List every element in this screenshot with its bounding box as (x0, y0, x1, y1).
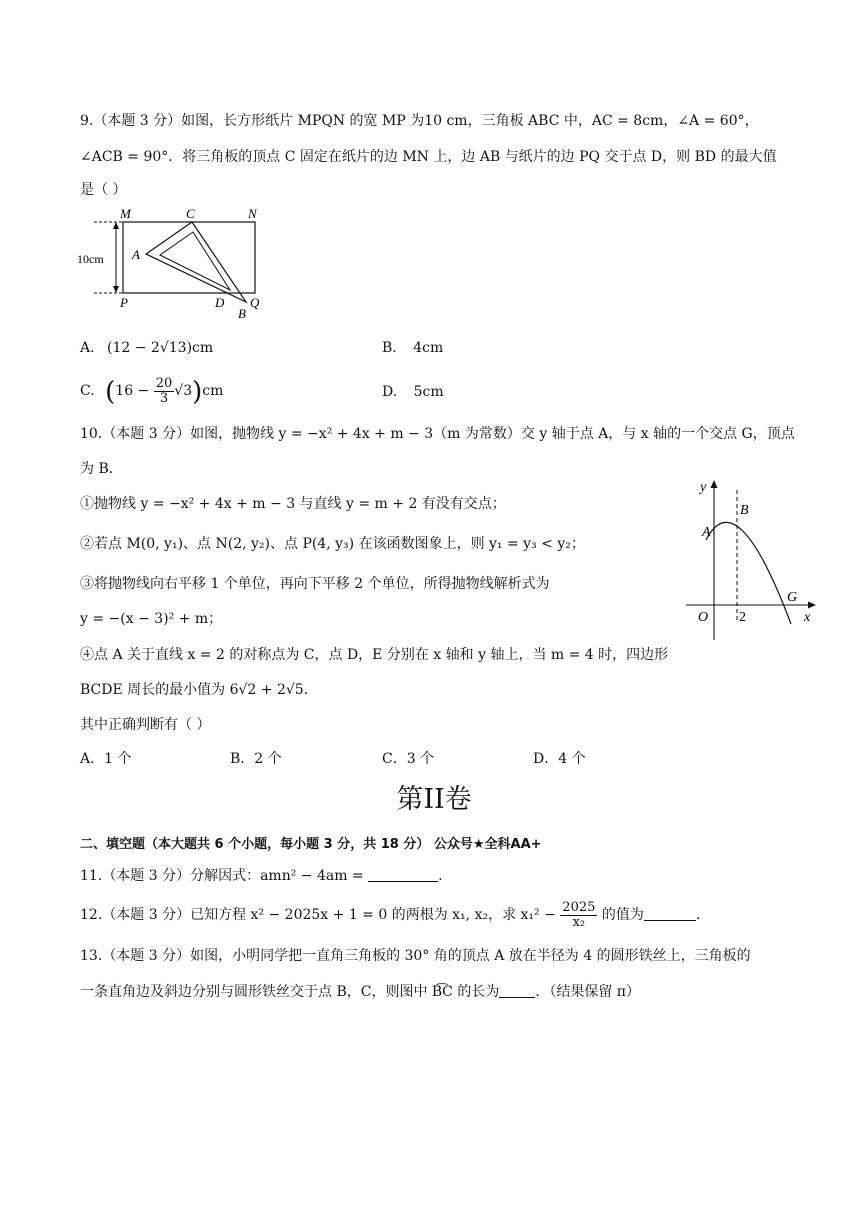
q10-statement-3a: ③将抛物线向右平移 1 个单位，再向下平移 2 个单位，所得抛物线解析式为 (80, 576, 550, 592)
y-axis-arrow-icon (711, 480, 718, 488)
q12-text: 12.（本题 3 分）已知方程 x² − 2025x + 1 = 0 的两根为 x₁, x₂，求 x₁² − (80, 907, 556, 923)
label-o: O (698, 610, 709, 625)
q10-statement-2: ②若点 M(0, y₁)、点 N(2, y₂)、点 P(4, y₃) 在该函数图象上，则 y₁ = y₃ < y₂； (80, 536, 585, 552)
label-c: C (186, 206, 195, 221)
label-n: N (248, 206, 257, 221)
q9-option-c-post: √3 (174, 383, 193, 399)
q9-option-c-fraction (154, 377, 175, 406)
label-p: P (120, 295, 128, 310)
q9-stem-line2: ∠ACB = 90°．将三角板的顶点 C 固定在纸片的边 MN 上，边 AB 与纸片的边 PQ 交于点 D，则 BD 的最大值 (80, 149, 777, 165)
q12-end: . (695, 907, 701, 923)
q9-option-c-rparen: ) (192, 377, 203, 407)
q11 (80, 866, 443, 886)
label-x: x (804, 610, 811, 625)
arrow-up-icon (113, 222, 119, 229)
q9-stem-line3: 是（ ） (80, 182, 127, 198)
q13-line2 (80, 982, 640, 1002)
label-g: G (787, 590, 798, 605)
q11-text: 11.（本题 3 分）分解因式：amn² − 4am = (80, 868, 364, 884)
q9-option-c-pre: 16 − (115, 383, 150, 399)
label-2: 2 (739, 610, 746, 625)
label-a: A (132, 247, 140, 262)
label-b: B (238, 306, 246, 321)
triangle-inner (160, 232, 230, 290)
q9-option-a-letter: A. (80, 340, 95, 356)
label-y: y (700, 480, 707, 495)
q12-num: 2025 (562, 899, 596, 915)
q11-end: . (438, 868, 443, 884)
q9-option-c-letter: C. (80, 383, 95, 399)
q9-option-d (382, 382, 444, 402)
label-10cm: 10cm (77, 252, 104, 266)
q9-option-d-text: 5cm (413, 384, 444, 400)
q12-den: x₂ (572, 914, 586, 930)
q13-line2-text: 一条直角边及斜边分别与圆形铁丝交于点 B，C，则图中 B͡C 的长为 (80, 984, 500, 1000)
q12-answer-blank[interactable] (644, 906, 696, 921)
q9-option-c-num: 20 (155, 375, 173, 391)
q12-fraction (560, 901, 597, 930)
q12 (80, 898, 700, 932)
q9-option-c-lparen: ( (105, 377, 116, 407)
q10-stem-line2: 为 B． (80, 461, 123, 477)
q9-option-b (382, 338, 443, 358)
q9-option-c-den: 3 (159, 390, 169, 406)
q10-statement-3b: y = −(x − 3)² + m； (80, 611, 223, 627)
q9-option-d-letter: D. (382, 384, 398, 400)
q13-line2-end: ．（结果保留 π） (535, 984, 641, 1000)
label-q: Q (250, 295, 260, 310)
q10-statement-4a: ④点 A 关于直线 x = 2 的对称点为 C，点 D，E 分别在 x 轴和 y 轴上，当 m = 4 时，四边形 (80, 647, 669, 663)
arrow-down-icon (113, 286, 119, 293)
label-d: D (215, 295, 225, 310)
q9-stem-line1: 9.（本题 3 分）如图，长方形纸片 MPQN 的宽 MP 为10 cm，三角板 ABC 中，AC = 8cm，∠A = 60°， (80, 113, 759, 129)
q9-option-a (80, 338, 213, 358)
q9-figure (76, 204, 276, 324)
q10-option-d: D．4 个 (533, 751, 586, 767)
q10-option-c: C．3 个 (382, 751, 435, 767)
part2-title: 第II卷 (396, 784, 472, 815)
q9-option-c-unit: cm (202, 383, 224, 399)
parabola-curve (706, 522, 791, 624)
label-b: B (740, 503, 749, 518)
label-m: M (120, 206, 131, 221)
triangle-outer (146, 222, 246, 302)
q10-option-a: A．1 个 (80, 751, 132, 767)
q9-option-b-text: 4cm (413, 340, 444, 356)
section-fill-in-heading: 二、填空题（本大题共 6 个小题，每小题 3 分，共 18 分） 公众号★全科AA+ (80, 837, 542, 852)
q10-statement-1: ①抛物线 y = −x² + 4x + m − 3 与直线 y = m + 2 有没有交点； (80, 496, 506, 512)
rectangle-mpqn (123, 222, 255, 293)
q10-parabola-graph (684, 474, 824, 646)
q9-option-b-letter: B. (382, 340, 397, 356)
x-axis-arrow-icon (808, 602, 816, 609)
q10-stem-line1: 10.（本题 3 分）如图，抛物线 y = −x² + 4x + m − 3（m 为常数）交 y 轴于点 A，与 x 轴的一个交点 G，顶点 (80, 426, 795, 442)
q10-statement-4b: BCDE 周长的最小值为 6√2 + 2√5． (80, 682, 318, 698)
label-a: A (702, 525, 711, 540)
q13-line1: 13.（本题 3 分）如图，小明同学把一直角三角板的 30° 角的顶点 A 放在半径为 4 的圆形铁丝上，三角板的 (80, 948, 751, 964)
q10-option-b: B．2 个 (230, 751, 282, 767)
q10-question: 其中正确判断有（ ） (80, 717, 211, 733)
q11-answer-blank[interactable] (368, 867, 438, 882)
q9-option-a-text: (12 − 2√13)cm (107, 340, 214, 356)
q12-post: 的值为 (601, 907, 644, 923)
q9-option-c (80, 376, 223, 407)
q13-answer-blank[interactable] (499, 983, 535, 998)
